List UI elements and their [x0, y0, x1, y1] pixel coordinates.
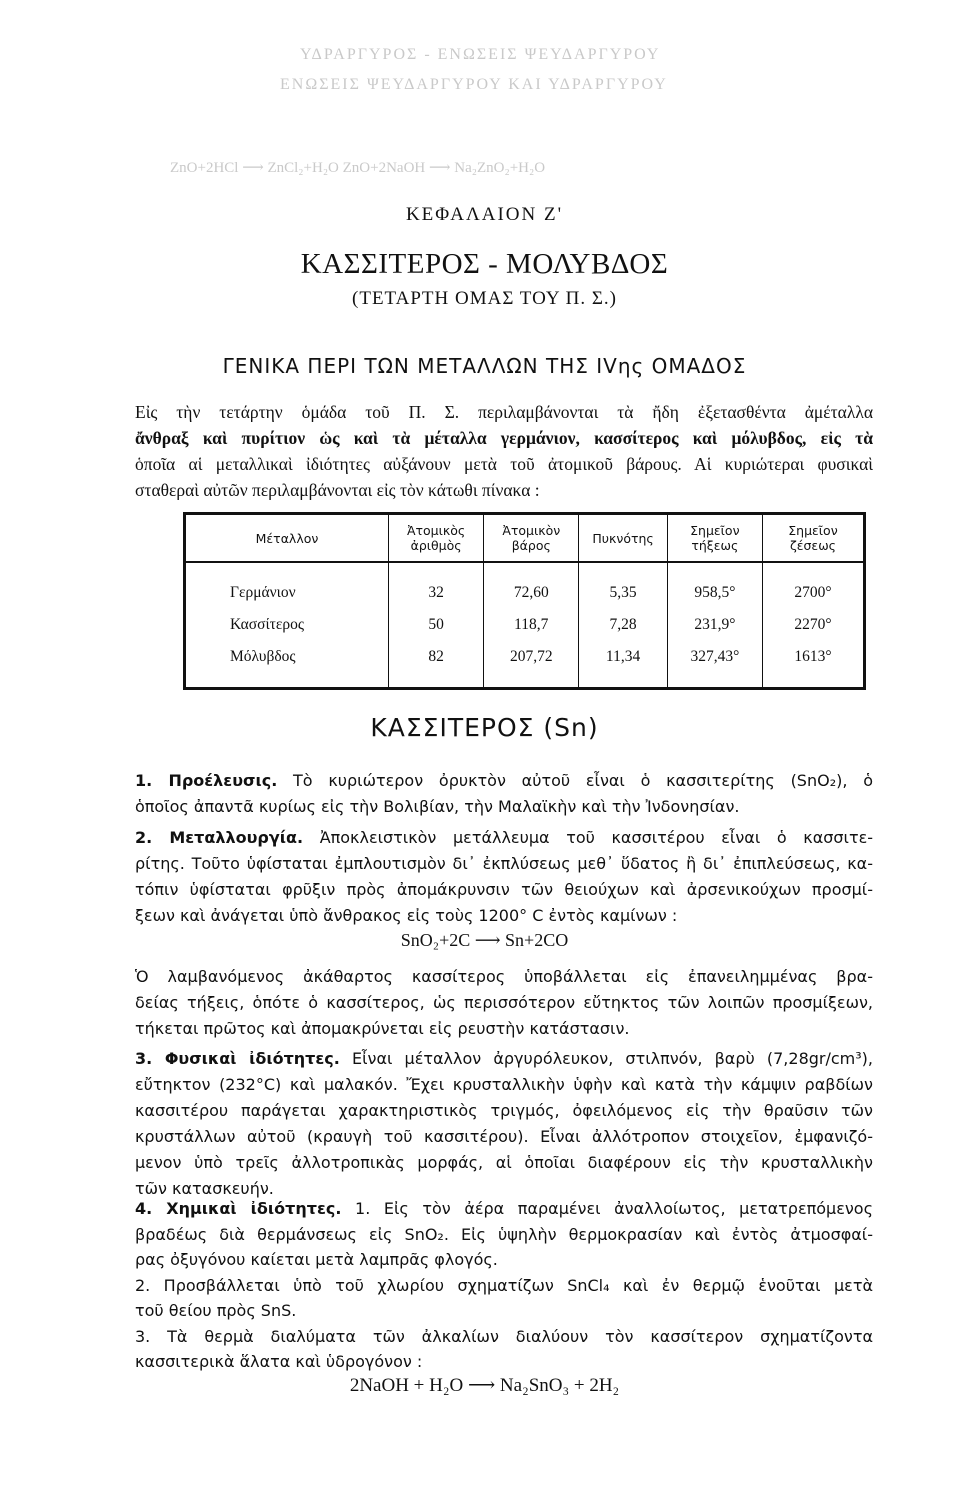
- text-line: Εἰς τὴν τετάρτην ὁμάδα τοῦ Π. Σ. περιλαμβάνονται τὰ ἤδη ἐξετασθέντα ἀμέταλλα: [135, 402, 873, 422]
- intro-paragraph: [135, 399, 873, 503]
- cell-atomic-weight: 72,60: [484, 562, 579, 609]
- column-header-density: Πυκνότης: [579, 514, 667, 563]
- table-header-row: [185, 514, 865, 563]
- chapter-subtitle: (ΤΕΤΑΡΤΗ ΟΜΑΣ ΤΟΥ Π. Σ.): [352, 288, 617, 309]
- cell-density: 7,28: [579, 609, 667, 641]
- text-line: εὔτηκτον (232°C) καὶ μαλακόν. Ἔχει κρυσταλλικὴν ὑφὴν καὶ κατὰ τὴν κάμψιν ραβδίων: [135, 1075, 873, 1094]
- cell-atomic-number: 32: [389, 562, 484, 609]
- text-line: σταθεραὶ αὐτῶν περιλαμβάνονται εἰς τὸν κάτωθι πίνακα :: [135, 480, 540, 500]
- column-header-metal: Μέταλλον: [185, 514, 389, 563]
- tin-heading: ΚΑΣΣΙΤΕΡΟΣ (Sn): [370, 713, 599, 742]
- text-line: [135, 768, 873, 794]
- text-line: τόπιν ὑφίσταται φρῦξιν πρὸς ἀπομάκρυνσιν τῶν θειούχων καὶ ἀρσενικούχων προσμί-: [135, 880, 873, 899]
- text-line: δείας τήξεις, ὁπότε ὁ κασσίτερος, ὡς περισσότερον εὔτηκτος τῶν λοιπῶν προσμίξεων,: [135, 993, 873, 1012]
- cell-atomic-number: 82: [389, 641, 484, 689]
- column-header-boiling-point: Σημεῖον ζέσεως: [762, 514, 864, 563]
- text-line: ρίτης. Τοῦτο ὑφίσταται ἐμπλουτισμὸν δι᾽ ἐκπλύσεως μεθ᾽ ὕδατος ἢ δι᾽ ἐπιπλεύσεως, κα-: [135, 854, 873, 873]
- text-line: κρυστάλλων αὐτοῦ (κραυγὴ τοῦ κασσιτέρου). Εἶναι ἀλλότροπον στοιχεῖον, ἐμφανιζό-: [135, 1127, 873, 1146]
- bleed-through-line: ΥΔΡΑΡΓΥΡΟΣ - ΕΝΩΣΕΙΣ ΨΕΥΔΑΡΓΥΡΟΥ: [300, 46, 661, 63]
- text-line: μενον ὑπὸ τρεῖς ἀλλοτροπικὰς μορφάς, αἱ ὁποῖαι διαφέρουν εἰς τὴν κρυσταλλικὴν: [135, 1153, 873, 1172]
- text-line: ρας ὀξυγόνου καίεται μετὰ λαμπρᾶς φλογός.: [135, 1250, 498, 1269]
- cell-metal: Κασσίτερος: [185, 609, 389, 641]
- cell-melting-point: 327,43°: [667, 641, 762, 689]
- text-line: ὁποῖα αἱ μεταλλικαὶ ἰδιότητες αὐξάνουν μετὰ τοῦ ἀτομικοῦ βάρους. Αἱ κυριώτεραι φυσικαὶ: [135, 454, 873, 474]
- column-header-atomic-number: Ἀτομικὸς ἀριθμὸς: [389, 514, 484, 563]
- text-line: Ὁ λαμβανόμενος ἀκάθαρτος κασσίτερος ὑποβάλλεται εἰς ἐπανειλημμένας βρα-: [135, 967, 873, 986]
- text-line: ξεων καὶ ἀνάγεται ὑπὸ ἄνθρακος εἰς τοὺς 1200° C ἐντὸς καμίνων :: [135, 906, 678, 925]
- column-header-melting-point: Σημεῖον τήξεως: [667, 514, 762, 563]
- text-span: Εἶναι μέταλλον ἀργυρόλευκον, στιλπνόν, βαρὺ (7,28gr/cm³),: [351, 1049, 874, 1068]
- table-row: [185, 609, 865, 641]
- section-heading-general: ΓΕΝΙΚΑ ΠΕΡΙ ΤΩΝ ΜΕΤΑΛΛΩΝ ΤΗΣ IVης ΟΜΑΔΟΣ: [222, 354, 747, 378]
- text-line: [135, 1196, 873, 1222]
- section-physical-properties: [135, 1046, 873, 1202]
- section-title-origin: 1. Προέλευσις.: [135, 771, 278, 790]
- chapter-title: ΚΑΣΣΙΤΕΡΟΣ - ΜΟΛΥΒΔΟΣ: [300, 248, 669, 280]
- text-line: βραδέως διὰ θερμάνσεως εἰς SnO₂. Εἰς ὑψηλὴν θερμοκρασίαν καὶ ἐντὸς ἀτμοσφαί-: [135, 1224, 873, 1244]
- cell-atomic-weight: 207,72: [484, 641, 579, 689]
- text-line: τῶν κατασκευήν.: [135, 1179, 274, 1198]
- text-span: Τὸ κυριώτερον ὀρυκτὸν αὐτοῦ εἶναι ὁ κασσιτερίτης (SnO₂), ὁ: [293, 771, 873, 790]
- equation-alkali: 2NaOH + H₂O ⟶ Na₂SnO₃ + 2H₂: [349, 1375, 620, 1396]
- text-line: ἄνθραξ καὶ πυρίτιον ὡς καὶ τὰ μέταλλα γερμάνιον, κασσίτερος καὶ μόλυβδος, εἰς τὰ: [135, 428, 873, 448]
- section-chemical-properties: [135, 1196, 873, 1375]
- cell-atomic-number: 50: [389, 609, 484, 641]
- section-title-chemical: 4. Χημικαὶ ἰδιότητες.: [135, 1199, 342, 1218]
- text-line: 2. Προσβάλλεται ὑπὸ τοῦ χλωρίου σχηματίζων SnCl₄ καὶ ἐν θερμῷ ἑνοῦται μετὰ: [135, 1275, 873, 1295]
- cell-melting-point: 958,5°: [667, 562, 762, 609]
- cell-metal: Μόλυβδος: [185, 641, 389, 689]
- section-title-physical: 3. Φυσικαὶ ἰδιότητες.: [135, 1049, 340, 1068]
- text-line: κασσιτέρου παράγεται χαρακτηριστικὸς τριγμός, ὀφειλόμενος εἰς τὴν θραῦσιν τῶν: [135, 1101, 873, 1120]
- cell-boiling-point: 2270°: [794, 616, 832, 633]
- column-header-atomic-weight: Ἀτομικὸν βάρος: [484, 514, 579, 563]
- cell-melting-point: 231,9°: [667, 609, 762, 641]
- table-row: [185, 641, 865, 689]
- section-title-metallurgy: 2. Μεταλλουργία.: [135, 828, 304, 847]
- section-metallurgy-cont: [135, 964, 873, 1042]
- text-line: 3. Τὰ θερμὰ διαλύματα τῶν ἀλκαλίων διαλύουν τὸν κασσίτερον σχηματίζοντα: [135, 1326, 873, 1346]
- cell-boiling-point: 2700°: [794, 584, 832, 601]
- cell-boiling-point: 1613°: [794, 648, 832, 665]
- text-line: κασσιτερικὰ ἅλατα καὶ ὑδρογόνον :: [135, 1352, 423, 1371]
- text-span: Ἀποκλειστικὸν μετάλλευμα τοῦ κασσιτέρου εἶναι ὁ κασσιτε-: [319, 828, 873, 847]
- bleed-through-line: ΕΝΩΣΕΙΣ ΨΕΥΔΑΡΓΥΡΟΥ ΚΑΙ ΥΔΡΑΡΓΥΡΟΥ: [280, 76, 668, 93]
- cell-density: 11,34: [579, 641, 667, 689]
- cell-metal: Γερμάνιον: [185, 562, 389, 609]
- text-line: ὁποῖος ἀπαντᾶ κυρίως εἰς τὴν Βολιβίαν, τὴν Μαλαϊκὴν καὶ τὴν Ἰνδονησίαν.: [135, 797, 740, 816]
- metals-table: [183, 512, 866, 690]
- equation-reduction: SnO₂+2C ⟶ Sn+2CO: [400, 930, 569, 950]
- text-line: [135, 825, 873, 851]
- chapter-heading: ΚΕΦΑΛΑΙΟΝ Ζ': [405, 204, 564, 225]
- cell-atomic-weight: 118,7: [484, 609, 579, 641]
- section-metallurgy: [135, 825, 873, 929]
- cell-density: 5,35: [579, 562, 667, 609]
- text-span: 1. Εἰς τὸν ἀέρα παραμένει ἀναλλοίωτος, μετατρεπόμενος: [355, 1199, 873, 1218]
- text-line: [135, 1046, 873, 1072]
- section-origin: [135, 768, 873, 820]
- text-line: τήκεται πρῶτος καὶ ἀπομακρύνεται εἰς ρευστὴν κατάστασιν.: [135, 1019, 630, 1038]
- bleed-through-line: ZnO+2HCl ⟶ ZnCl₂+H₂O ZnO+2NaOH ⟶ Na₂ZnO₂+H₂O: [170, 160, 546, 176]
- text-line: τοῦ θείου πρὸς SnS.: [135, 1301, 297, 1320]
- table-row: [185, 562, 865, 609]
